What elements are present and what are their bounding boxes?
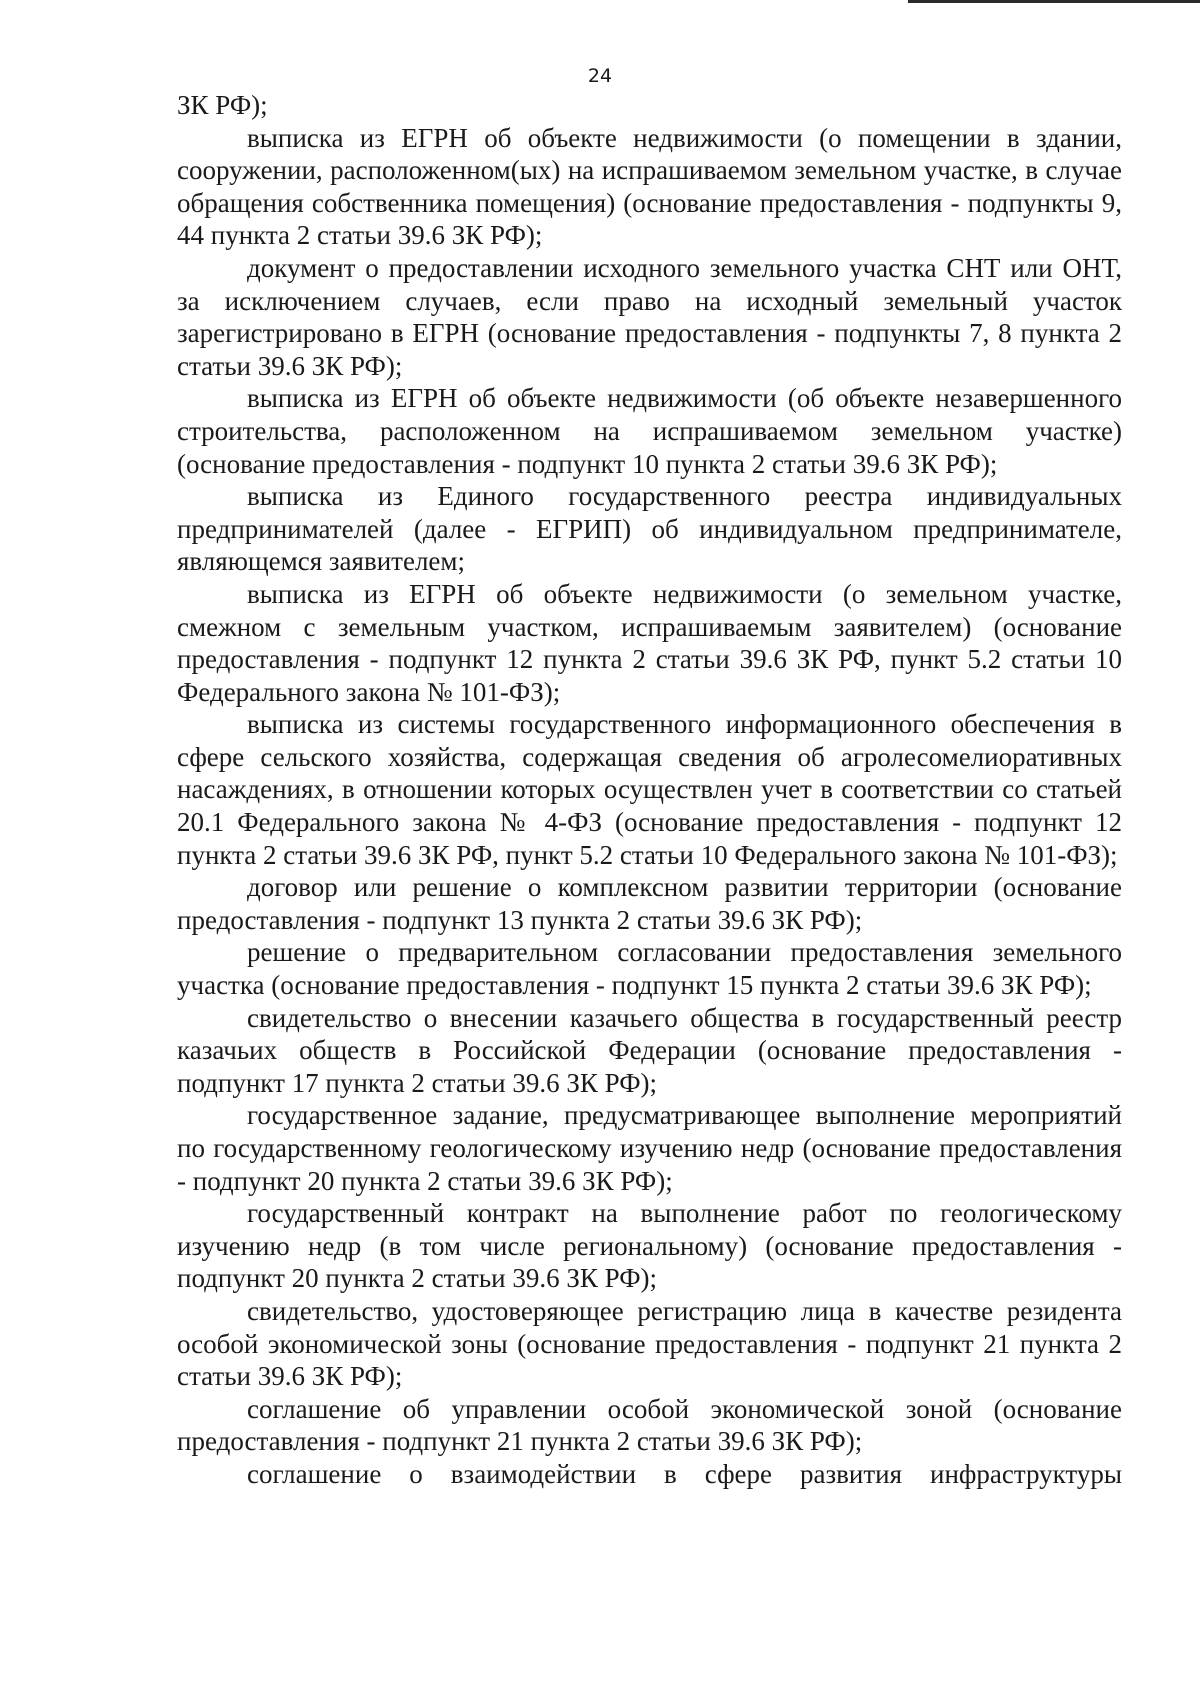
paragraph: выписка из ЕГРН об объекте недвижимости (о помещении в здании, сооружении, расположенном(ых) на испрашиваемом земельном участке, в случае обращения собственника помещения) (основание предоставления - подпункты 9, 44 пункта 2 статьи 39.6 ЗК РФ);: [177, 122, 1122, 251]
paragraph: свидетельство о внесении казачьего общества в государственный реестр казачьих обществ в Российской Федерации (основание предоставления - подпункт 17 пункта 2 статьи 39.6 ЗК РФ);: [177, 1002, 1122, 1098]
paragraph: выписка из системы государственного информационного обеспечения в сфере сельского хозяйства, содержащая сведения об агролесомелиоративных насаждениях, в отношении которых осуществлен учет в соответствии со статьей 20.1 Федерального закона № 4-ФЗ (основание предоставления - подпункт 12 пункта 2 статьи 39.6 ЗК РФ, пункт 5.2 статьи 10 Федерального закона № 101-ФЗ);: [177, 709, 1122, 870]
paragraph: решение о предварительном согласовании предоставления земельного участка (основание предоставления - подпункт 15 пункта 2 статьи 39.6 ЗК РФ);: [177, 937, 1122, 1001]
paragraph: выписка из ЕГРН об объекте недвижимости (о земельном участке, смежном с земельным участком, испрашиваемым заявителем) (основание предоставления - подпункт 12 пункта 2 статьи 39.6 ЗК РФ, пункт 5.2 статьи 10 Федерального закона № 101-ФЗ);: [177, 578, 1122, 707]
paragraph: выписка из ЕГРН об объекте недвижимости (об объекте незавершенного строительства, расположенном на испрашиваемом земельном участке) (основание предоставления - подпункт 10 пункта 2 статьи 39.6 ЗК РФ);: [177, 383, 1122, 479]
paragraph: выписка из Единого государственного реестра индивидуальных предпринимателей (далее - ЕГРИП) об индивидуальном предпринимателе, являющемся заявителем;: [177, 481, 1122, 577]
paragraph: договор или решение о комплексном развитии территории (основание предоставления - подпункт 13 пункта 2 статьи 39.6 ЗК РФ);: [177, 872, 1122, 935]
paragraph: государственное задание, предусматривающее выполнение мероприятий по государственному геологическому изучению недр (основание предоставления - подпункт 20 пункта 2 статьи 39.6 ЗК РФ);: [177, 1100, 1122, 1196]
document-body: [177, 89, 1122, 1491]
paragraph: государственный контракт на выполнение работ по геологическому изучению недр (в том числе региональному) (основание предоставления - подпункт 20 пункта 2 статьи 39.6 ЗК РФ);: [177, 1198, 1122, 1294]
page-number: 24: [587, 65, 613, 87]
paragraph: документ о предоставлении исходного земельного участка СНТ или ОНТ, за исключением случаев, если право на исходный земельный участок зарегистрировано в ЕГРН (основание предоставления - подпункты 7, 8 пункта 2 статьи 39.6 ЗК РФ);: [177, 252, 1122, 381]
scan-edge-rule: [908, 0, 1200, 3]
paragraph-truncated: соглашение о взаимодействии в сфере развития инфраструктуры: [247, 1458, 1122, 1489]
paragraph-continuation: ЗК РФ);: [177, 90, 268, 120]
paragraph: свидетельство, удостоверяющее регистрацию лица в качестве резидента особой экономической зоны (основание предоставления - подпункт 21 пункта 2 статьи 39.6 ЗК РФ);: [177, 1295, 1122, 1392]
paragraph: соглашение об управлении особой экономической зоной (основание предоставления - подпункт 21 пункта 2 статьи 39.6 ЗК РФ);: [177, 1393, 1122, 1457]
